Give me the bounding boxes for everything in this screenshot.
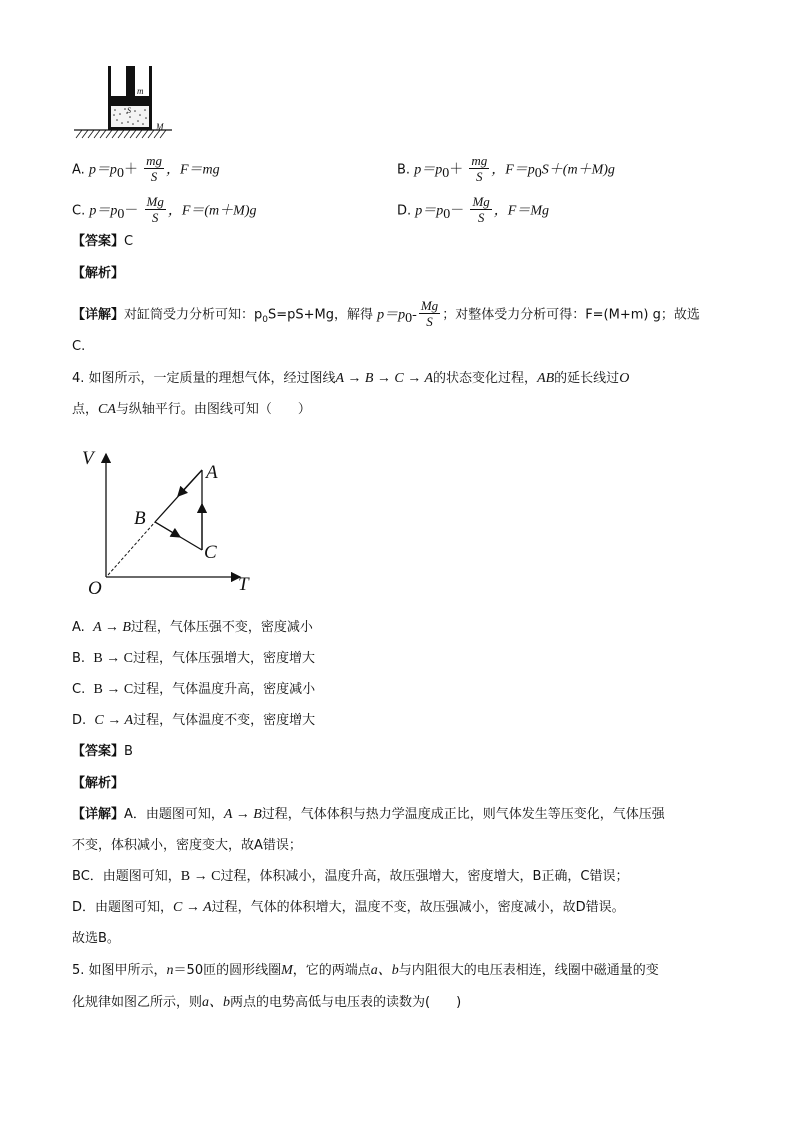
- axis-label-t: T: [238, 574, 249, 595]
- q3-option-a: A. $p=p_0+$ $\frac{mg}{S}$ ，F＝mg: [72, 153, 220, 184]
- q3-option-c: C. $p=p_0-$ $\frac{Mg}{S}$ ，F＝(m＋M)g: [72, 194, 257, 225]
- q3-option-d: D. $p=p_0-$ $\frac{Mg}{S}$ ，F＝Mg: [397, 194, 549, 225]
- point-label-a: A: [206, 462, 218, 483]
- fraction: $\frac{mg}{S}$: [146, 153, 162, 184]
- q4-analysis-heading: 【解析】: [72, 776, 125, 791]
- cylinder-label-M: M: [156, 122, 164, 132]
- point-label-c: C: [204, 542, 217, 563]
- mass-label-m: m: [137, 86, 144, 96]
- q4-detail-2: 不变，体积减小，密度变大，故A错误；: [72, 838, 302, 853]
- area-label-s: S: [127, 106, 131, 115]
- piston-cylinder-figure: [72, 62, 182, 142]
- q3-analysis-heading: 【解析】: [72, 266, 125, 281]
- q4-option-b: B. B → C过程，气体压强增大，密度增大: [72, 651, 316, 666]
- q4-stem-line2: 点，CA与纵轴平行。由图线可知（ ）: [72, 402, 311, 417]
- point-label-b: B: [134, 508, 146, 529]
- q4-option-d: D. C → A过程，气体温度不变，密度增大: [72, 713, 316, 728]
- q5-stem-line1: 5. 如图甲所示，n＝50匝的圆形线圈M，它的两端点a、b与内阻很大的电压表相连，线圈中磁通量的变: [72, 963, 659, 978]
- origin-label-o: O: [88, 578, 102, 599]
- q5-stem-line2: 化规律如图乙所示，则a、b两点的电势高低与电压表的读数为( ): [72, 995, 462, 1010]
- q4-detail-5: 故选B。: [72, 931, 120, 946]
- q3-detail-cont: C.: [72, 339, 86, 354]
- q4-option-c: C. B → C过程，气体温度升高，密度减小: [72, 682, 316, 697]
- q4-detail-4: D．由题图可知，C → A过程，气体的体积增大，温度不变，故压强减小，密度减小，故D错误。: [72, 900, 625, 915]
- q3-answer: 【答案】C: [72, 234, 134, 249]
- q4-stem-line1: 4. 如图所示，一定质量的理想气体，经过图线A → B → C → A的状态变化过程，AB的延长线过O: [72, 371, 630, 386]
- q4-detail-3: BC．由题图可知，B → C过程，体积减小，温度升高，故压强增大，密度增大，B正确，C错误；: [72, 869, 629, 884]
- q4-option-a: A. A → B过程，气体压强不变，密度减小: [72, 620, 313, 635]
- v-t-graph: [80, 442, 260, 600]
- q3-option-b: B. $p=p_0+$ $\frac{mg}{S}$ ，$F=p_0S+(m+M)g$: [397, 153, 615, 184]
- q3-detail: 【详解】对缸筒受力分析可知：$p_0S=pS+Mg$，解得 $p=p_0-$ $\frac{Mg}{S}$ ；对整体受力分析可得：F=(M+m) g；故选: [72, 298, 700, 329]
- q4-answer: 【答案】B: [72, 744, 133, 759]
- q4-detail-1: 【详解】A．由题图可知，A → B过程，气体体积与热力学温度成正比，则气体发生等压变化，气体压强: [72, 807, 665, 822]
- axis-label-v: V: [82, 448, 94, 469]
